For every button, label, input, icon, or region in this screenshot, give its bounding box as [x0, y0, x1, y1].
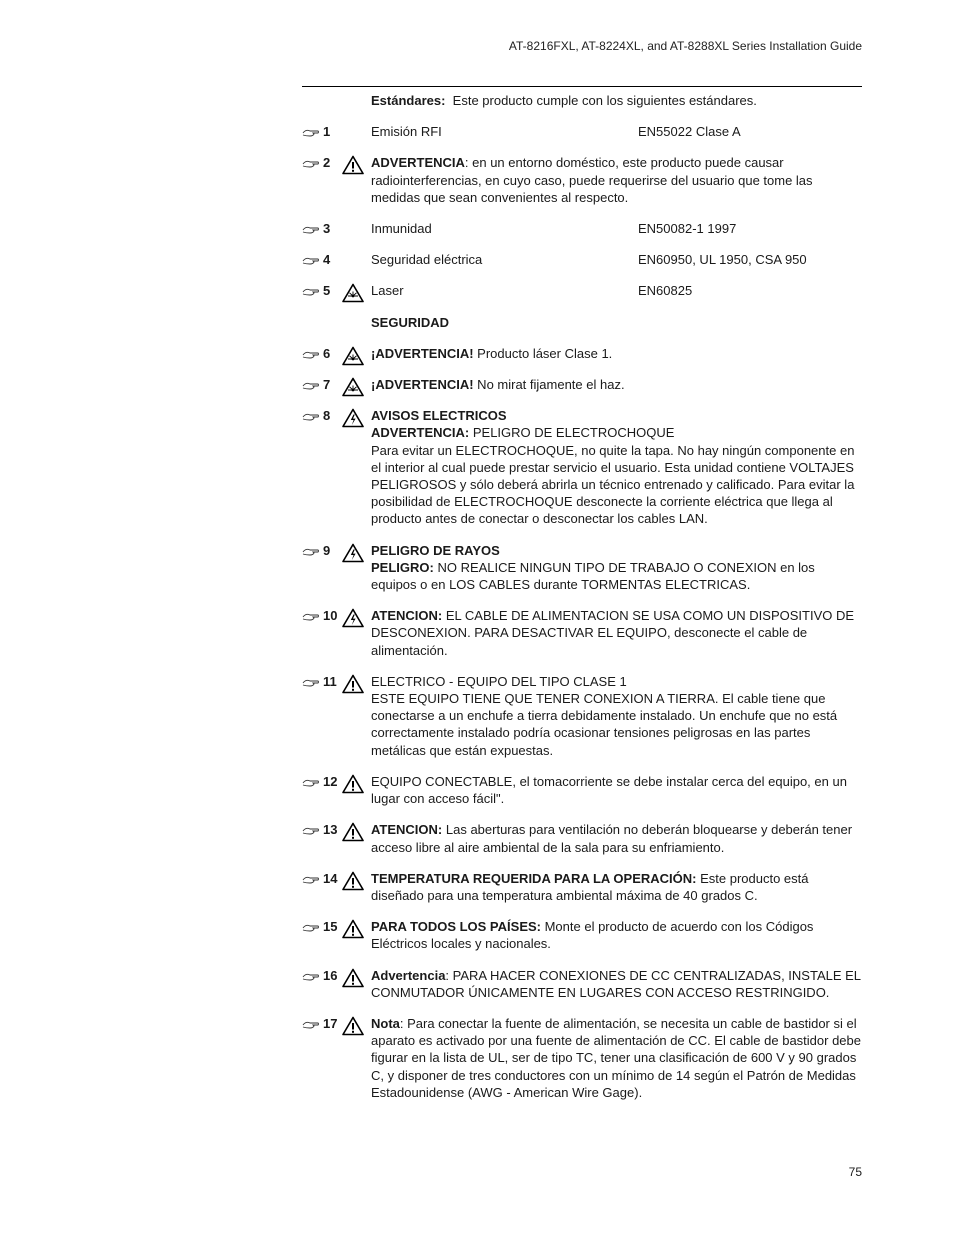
- item-number: 3: [302, 220, 342, 237]
- electrical-hazard-icon: [342, 408, 364, 428]
- warning-triangle-icon: [342, 919, 364, 939]
- page-number: 75: [848, 1165, 862, 1179]
- pointing-hand-icon: [302, 127, 320, 137]
- item-8: 8 AVISOS ELECTRICOS ADVERTENCIA: PELIGRO DE ELECTROCHOQUE Para evitar un ELECTROCHOQUE, no quite la tapa. No hay ningún componente en el interior al cual puede prestar servicio el usuario. Esta unidad contiene VOLTAJES PELIGROSOS y sólo deberá abrirla un técnico entrenado y calificado. Para evitar la posibilidad de ELECTROCHOQUE desconecte la corriente eléctrica que llega al producto antes de conectar o desconectar los cables LAN.: [302, 407, 862, 527]
- item-9: 9 PELIGRO DE RAYOS PELIGRO: NO REALICE NINGUN TIPO DE TRABAJO O CONEXION en los equipos o en LOS CABLES durante TORMENTAS ELECTRICAS.: [302, 542, 862, 594]
- pointing-hand-icon: [302, 255, 320, 265]
- item-3: [302, 220, 862, 237]
- item-number: 7: [302, 376, 342, 393]
- pointing-hand-icon: [302, 825, 320, 835]
- laser-warning-icon: [342, 377, 364, 397]
- item-number: 10: [302, 607, 342, 624]
- pointing-hand-icon: [302, 922, 320, 932]
- safety-heading: SEGURIDAD: [371, 314, 450, 330]
- item-number: 13: [302, 821, 342, 838]
- pointing-hand-icon: [302, 1019, 320, 1029]
- item-5: [302, 282, 862, 299]
- item-number: 11: [302, 673, 342, 690]
- item-value: EN50082-1 1997: [638, 221, 737, 237]
- pointing-hand-icon: [302, 380, 320, 390]
- pointing-hand-icon: [302, 411, 320, 421]
- warning-triangle-icon: [342, 871, 364, 891]
- item-number: 4: [302, 251, 342, 268]
- item-value: EN55022 Clase A: [638, 124, 741, 140]
- warning-triangle-icon: [342, 674, 364, 694]
- item-14: 14 TEMPERATURA REQUERIDA PARA LA OPERACIÓN: Este producto está diseñado para una temperatura ambiental máxima de 40 grados C.: [302, 870, 862, 904]
- item-number: 8: [302, 407, 342, 424]
- item-12: 12 EQUIPO CONECTABLE, el tomacorriente se debe instalar cerca del equipo, en un lugar con acceso fácil".: [302, 773, 862, 807]
- item-number: 9: [302, 542, 342, 559]
- item-value: EN60950, UL 1950, CSA 950: [638, 252, 807, 268]
- item-16: 16 Advertencia: PARA HACER CONEXIONES DE CC CENTRALIZADAS, INSTALE EL CONMUTADOR ÚNICAMENTE EN LUGARES CON ACCESO RESTRINGIDO.: [302, 967, 862, 1001]
- item-6: 6 ¡ADVERTENCIA! Producto láser Clase 1.: [302, 345, 862, 362]
- item-value: EN60825: [638, 283, 693, 299]
- header-rule: [302, 86, 862, 87]
- warning-triangle-icon: [342, 968, 364, 988]
- pointing-hand-icon: [302, 224, 320, 234]
- warning-triangle-icon: [342, 155, 364, 175]
- pointing-hand-icon: [302, 677, 320, 687]
- pointing-hand-icon: [302, 777, 320, 787]
- item-13: 13 ATENCION: Las aberturas para ventilación no deberán bloquearse y deberán tener acceso libre al aire ambiental de la sala para su enfriamiento.: [302, 821, 862, 855]
- pointing-hand-icon: [302, 158, 320, 168]
- intro-text: Este producto cumple con los siguientes estándares.: [452, 93, 757, 108]
- laser-warning-icon: [342, 283, 364, 303]
- item-number: 17: [302, 1015, 342, 1032]
- running-header: AT-8216FXL, AT-8224XL, and AT-8288XL Series Installation Guide: [508, 39, 862, 53]
- pointing-hand-icon: [302, 546, 320, 556]
- item-2: 2 ADVERTENCIA: en un entorno doméstico, este producto puede causar radiointerferencias, en cuyo caso, puede requerirse del usuario que tome las medidas que sean convenientes al respecto.: [302, 154, 862, 206]
- warning-triangle-icon: [342, 822, 364, 842]
- item-number: 2: [302, 154, 342, 171]
- item-15: 15 PARA TODOS LOS PAÍSES: Monte el producto de acuerdo con los Códigos Eléctricos locales y nacionales.: [302, 918, 862, 952]
- item-17: 17 Nota: Para conectar la fuente de alimentación, se necesita un cable de bastidor si el aparato es activado por una fuente de alimentación de CC. El cable de bastidor debe figurar en la lista de UL, ser de tipo TC, tener una clasificación de 600 V y 90 grados C, y disponer de tres conductores con un mínimo de 14 según el Patrón de Medidas Estadounidense (AWG - American Wire Gage).: [302, 1015, 862, 1101]
- item-label: Inmunidad: [371, 221, 432, 237]
- item-7: 7 ¡ADVERTENCIA! No mirat fijamente el haz.: [302, 376, 862, 393]
- item-number: 14: [302, 870, 342, 887]
- pointing-hand-icon: [302, 611, 320, 621]
- pointing-hand-icon: [302, 349, 320, 359]
- intro-row: [371, 92, 862, 109]
- warning-triangle-icon: [342, 774, 364, 794]
- item-number: 5: [302, 282, 342, 299]
- pointing-hand-icon: [302, 971, 320, 981]
- item-11: 11 ELECTRICO - EQUIPO DEL TIPO CLASE 1 ESTE EQUIPO TIENE QUE TENER CONEXION A TIERRA. El cable tiene que conectarse a un enchufe a tierra debidamente instalado. Un enchufe que no está correctamente instalado podría ocasionar tensiones peligrosas en las partes metálicas que están expuestas.: [302, 673, 862, 759]
- electrical-hazard-icon: [342, 608, 364, 628]
- warning-triangle-icon: [342, 1016, 364, 1036]
- pointing-hand-icon: [302, 874, 320, 884]
- item-number: 12: [302, 773, 342, 790]
- laser-warning-icon: [342, 346, 364, 366]
- standards-section: [302, 92, 862, 1101]
- pointing-hand-icon: [302, 286, 320, 296]
- item-number: 15: [302, 918, 342, 935]
- item-1: [302, 123, 862, 140]
- item-label: Seguridad eléctrica: [371, 252, 483, 268]
- item-label: Laser: [371, 283, 404, 299]
- electrical-hazard-icon: [342, 543, 364, 563]
- item-10: 10 ATENCION: EL CABLE DE ALIMENTACION SE USA COMO UN DISPOSITIVO DE DESCONEXION. PARA DESACTIVAR EL EQUIPO, desconecte el cable de alimentación.: [302, 607, 862, 659]
- item-number: 6: [302, 345, 342, 362]
- item-4: [302, 251, 862, 268]
- item-number: 16: [302, 967, 342, 984]
- item-number: 1: [302, 123, 342, 140]
- intro-label: Estándares:: [371, 93, 446, 108]
- item-label: Emisión RFI: [371, 124, 442, 140]
